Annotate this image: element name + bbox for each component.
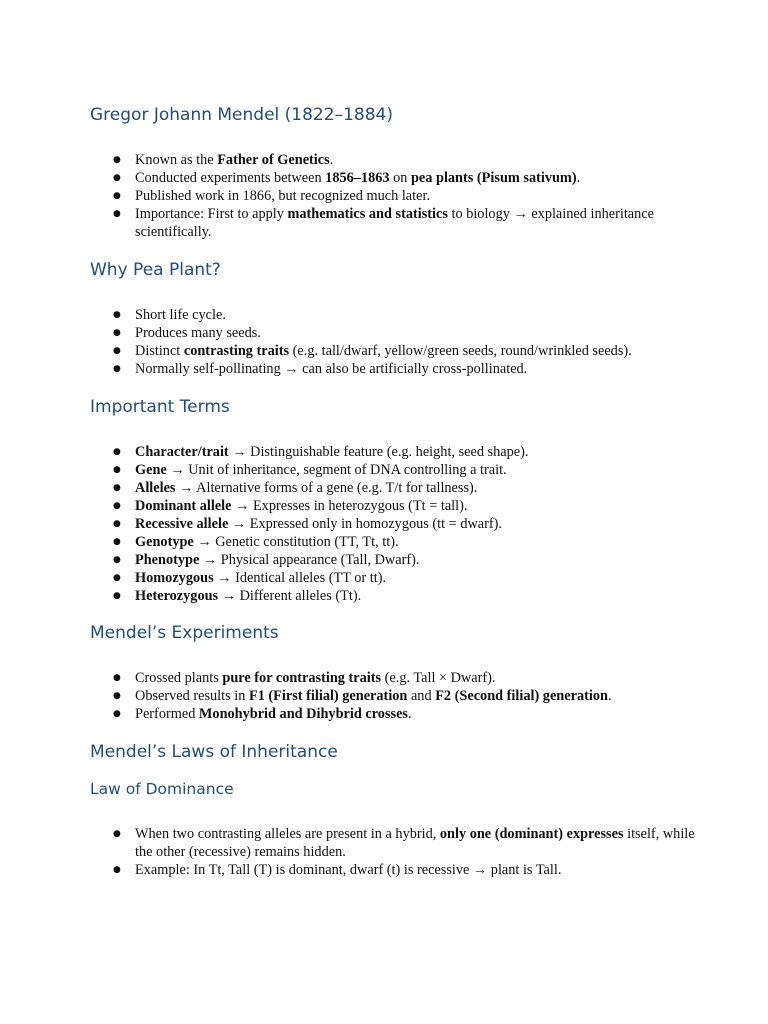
bullet-icon: ●	[113, 346, 121, 356]
list-law-of-dominance	[113, 825, 713, 879]
list-text: .	[329, 152, 334, 168]
list-item	[113, 669, 713, 687]
bold-term: Recessive allele	[135, 516, 229, 532]
heading-mendels-experiments: Mendel’s Experiments	[90, 623, 279, 643]
list-text: (e.g. Tall × Dwarf).	[381, 670, 496, 686]
bold-term: pure for contrasting traits	[222, 670, 382, 686]
bold-term: Father of Genetics	[217, 152, 330, 168]
bold-term: Character/trait	[135, 444, 229, 460]
list-item	[113, 461, 713, 479]
subheading-law-of-dominance: Law of Dominance	[90, 780, 234, 798]
bullet-icon: ●	[113, 483, 121, 493]
bold-term: F2 (Second filial) generation	[435, 688, 608, 704]
list-item	[113, 324, 713, 342]
bullet-icon: ●	[113, 537, 121, 547]
list-text: itself, while the other (recessive) remains hidden.	[135, 826, 695, 860]
bullet-icon: ●	[113, 501, 121, 511]
list-text: Crossed plants	[135, 670, 223, 686]
list-item	[113, 861, 713, 879]
list-mendel-biography	[113, 151, 713, 241]
bold-term: Gene	[135, 462, 167, 478]
bullet-icon: ●	[113, 447, 121, 457]
bold-term: Dominant allele	[135, 498, 232, 514]
bullet-icon: ●	[113, 519, 121, 529]
list-text: and	[407, 688, 436, 704]
list-text: → Expressed only in homozygous (tt = dwarf).	[228, 516, 502, 532]
list-item	[113, 515, 713, 533]
bullet-icon: ●	[113, 691, 121, 701]
bold-term: F1 (First filial) generation	[248, 688, 408, 704]
list-item	[113, 306, 713, 324]
list-text: → Unit of inheritance, segment of DNA controlling a trait.	[166, 462, 507, 478]
list-text: .	[408, 706, 412, 722]
bullet-icon: ●	[113, 673, 121, 683]
bullet-icon: ●	[113, 155, 121, 165]
bold-term: contrasting traits	[183, 343, 290, 359]
bullet-icon: ●	[113, 573, 121, 583]
list-text: Importance: First to apply	[135, 206, 288, 222]
bullet-icon: ●	[113, 829, 121, 839]
heading-important-terms: Important Terms	[90, 397, 230, 417]
list-text: Conducted experiments between	[135, 170, 326, 186]
bold-term: pea plants (Pisum sativum)	[410, 170, 577, 186]
list-text: When two contrasting alleles are present in a hybrid,	[135, 826, 440, 842]
list-text: .	[576, 170, 581, 186]
list-item	[113, 705, 713, 723]
bold-term: Alleles	[135, 480, 176, 496]
bullet-icon: ●	[113, 555, 121, 565]
list-item	[113, 187, 713, 205]
list-text: on	[389, 170, 411, 186]
bold-term: Phenotype	[135, 552, 200, 568]
list-text: → Expresses in heterozygous (Tt = tall).	[231, 498, 468, 514]
list-text: Normally self-pollinating → can also be artificially cross-pollinated.	[135, 361, 528, 377]
list-why-pea-plant	[113, 306, 713, 378]
list-item	[113, 687, 713, 705]
list-text: to biology → explained inheritance scientifically.	[135, 206, 654, 240]
bold-term: mathematics and statistics	[287, 206, 448, 222]
list-text: Short life cycle.	[135, 307, 226, 323]
bullet-icon: ●	[113, 865, 121, 875]
list-text: → Distinguishable feature (e.g. height, seed shape).	[228, 444, 529, 460]
bullet-icon: ●	[113, 465, 121, 475]
list-text: → Identical alleles (TT or tt).	[213, 570, 387, 586]
list-text: (e.g. tall/dwarf, yellow/green seeds, round/wrinkled seeds).	[289, 343, 632, 359]
list-text: Performed	[135, 706, 199, 722]
list-important-terms	[113, 443, 713, 605]
list-mendels-experiments	[113, 669, 713, 723]
list-text: Observed results in	[135, 688, 249, 704]
heading-laws-of-inheritance: Mendel’s Laws of Inheritance	[90, 742, 338, 762]
list-text: Produces many seeds.	[135, 325, 261, 341]
list-item	[113, 169, 713, 187]
list-text: .	[607, 688, 612, 704]
list-item	[113, 443, 713, 461]
bullet-icon: ●	[113, 328, 121, 338]
list-item	[113, 342, 713, 360]
list-item	[113, 569, 713, 587]
list-text: Published work in 1866, but recognized much later.	[135, 188, 431, 204]
list-item	[113, 533, 713, 551]
list-item	[113, 497, 713, 515]
bold-term: Genotype	[135, 534, 194, 550]
heading-why-pea-plant: Why Pea Plant?	[90, 260, 221, 280]
list-text: → Genetic constitution (TT, Tt, tt).	[193, 534, 399, 550]
bullet-icon: ●	[113, 173, 121, 183]
heading-mendel-biography: Gregor Johann Mendel (1822–1884)	[90, 105, 393, 125]
bullet-icon: ●	[113, 709, 121, 719]
list-item	[113, 479, 713, 497]
list-item	[113, 587, 713, 605]
list-item	[113, 360, 713, 378]
bold-term: Homozygous	[135, 570, 214, 586]
list-item	[113, 151, 713, 169]
bullet-icon: ●	[113, 591, 121, 601]
list-text: → Alternative forms of a gene (e.g. T/t for tallness).	[175, 480, 478, 496]
bold-term: 1856–1863	[325, 170, 390, 186]
list-text: → Different alleles (Tt).	[218, 588, 362, 604]
bullet-icon: ●	[113, 191, 121, 201]
list-text: → Physical appearance (Tall, Dwarf).	[199, 552, 420, 568]
list-text: Known as the	[135, 152, 218, 168]
list-item	[113, 551, 713, 569]
bullet-icon: ●	[113, 364, 121, 374]
list-text: Example: In Tt, Tall (T) is dominant, dwarf (t) is recessive → plant is Tall.	[135, 862, 562, 878]
list-text: Distinct	[135, 343, 184, 359]
bold-term: Monohybrid and Dihybrid crosses	[198, 706, 408, 722]
bold-term: only one (dominant) expresses	[439, 826, 624, 842]
bold-term: Heterozygous	[135, 588, 219, 604]
list-item	[113, 825, 713, 861]
bullet-icon: ●	[113, 209, 121, 219]
list-item	[113, 205, 713, 241]
bullet-icon: ●	[113, 310, 121, 320]
